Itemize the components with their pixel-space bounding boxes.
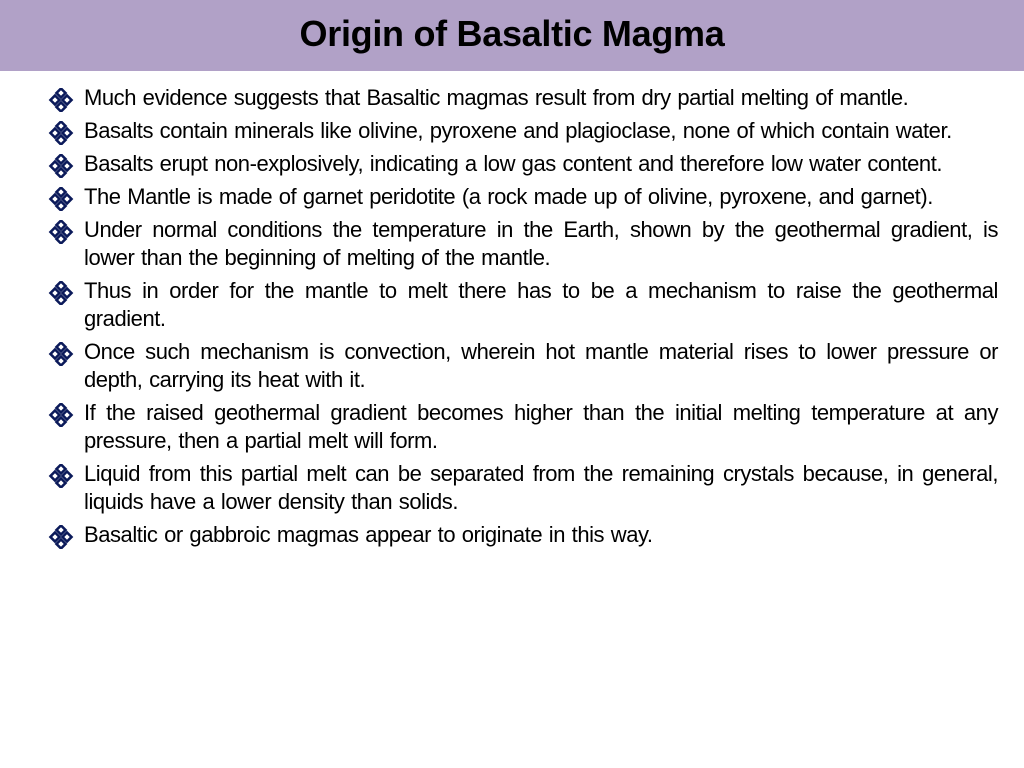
title-bar [0, 0, 1024, 71]
four-diamond-bullet-icon [46, 403, 76, 427]
four-diamond-bullet-icon [46, 220, 76, 244]
bullet-text: Basalts erupt non-explosively, indicating a low gas content and therefore low water content. [84, 151, 943, 176]
bullet-text: Thus in order for the mantle to melt there has to be a mechanism to raise the geothermal gradient. [84, 278, 998, 331]
list-item [46, 117, 998, 145]
list-item [46, 84, 998, 112]
bullet-text: Basalts contain minerals like olivine, pyroxene and plagioclase, none of which contain water. [84, 118, 952, 143]
list-item [46, 183, 998, 211]
list-item [46, 277, 998, 333]
list-item [46, 399, 998, 455]
four-diamond-bullet-icon [46, 88, 76, 112]
bullet-text: The Mantle is made of garnet peridotite (a rock made up of olivine, pyroxene, and garnet). [84, 184, 933, 209]
slide-title: Origin of Basaltic Magma [299, 12, 725, 54]
list-item [46, 521, 998, 549]
four-diamond-bullet-icon [46, 121, 76, 145]
bullet-text: Liquid from this partial melt can be separated from the remaining crystals because, in general, liquids have a lower density than solids. [84, 461, 998, 514]
four-diamond-bullet-icon [46, 154, 76, 178]
bullet-text: Once such mechanism is convection, wherein hot mantle material rises to lower pressure or depth, carrying its heat with it. [84, 339, 998, 392]
list-item [46, 150, 998, 178]
four-diamond-bullet-icon [46, 281, 76, 305]
bullet-text: Under normal conditions the temperature in the Earth, shown by the geothermal gradient, is lower than the beginning of melting of the mantle. [84, 217, 998, 270]
list-item [46, 216, 998, 272]
bullet-text: If the raised geothermal gradient becomes higher than the initial melting temperature at any pressure, then a partial melt will form. [84, 400, 998, 453]
four-diamond-bullet-icon [46, 187, 76, 211]
four-diamond-bullet-icon [46, 525, 76, 549]
list-item [46, 460, 998, 516]
list-item [46, 338, 998, 394]
four-diamond-bullet-icon [46, 342, 76, 366]
four-diamond-bullet-icon [46, 464, 76, 488]
bullet-text: Much evidence suggests that Basaltic magmas result from dry partial melting of mantle. [84, 85, 909, 110]
bullet-list [46, 84, 998, 554]
bullet-text: Basaltic or gabbroic magmas appear to originate in this way. [84, 522, 653, 547]
